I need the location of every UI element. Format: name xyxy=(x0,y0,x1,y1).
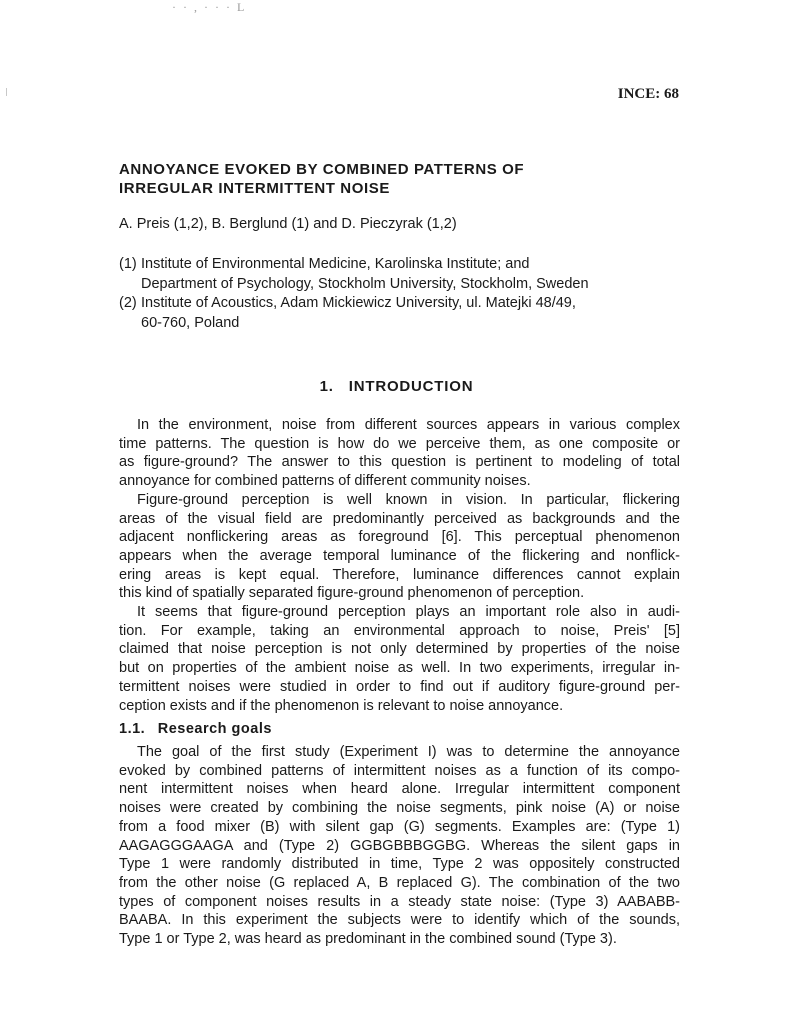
text-line: Type 1 or Type 2, was heard as predominant in the combined sound (Type 3). xyxy=(119,931,617,948)
text-line: this kind of spatially separated figure-ground phenomenon of perception. xyxy=(119,585,585,602)
subsection-heading xyxy=(119,721,272,737)
text-line: noises were created by combining the noise segments, pink noise (A) or noise xyxy=(119,800,680,817)
affiliation-item xyxy=(119,294,689,333)
text-line: claimed that noise perception is not only determined by properties of the noise xyxy=(119,641,680,658)
text-line: The goal of the first study (Experiment I) was to determine the annoyance xyxy=(137,744,680,760)
subsection-title: Research goals xyxy=(157,721,272,737)
introduction-body xyxy=(119,416,680,715)
paragraph xyxy=(119,491,680,603)
title-line: IRREGULAR INTERMITTENT NOISE xyxy=(119,180,390,197)
text-line: areas of the visual field are predominantly perceived as backgrounds and the xyxy=(119,510,680,527)
paragraph xyxy=(119,416,680,491)
text-line: Figure-ground perception is well known in vision. In particular, flickering xyxy=(137,491,680,508)
affiliation-line: Institute of Environmental Medicine, Karolinska Institute; and xyxy=(141,256,530,272)
section-number: 1. xyxy=(319,378,334,395)
text-line: from a food mixer (B) with silent gap (G) segments. Examples are: (Type 1) xyxy=(119,818,680,835)
affiliation-text xyxy=(141,255,589,294)
text-line: tion. For example, taking an environmental approach to noise, Preis' [5] xyxy=(119,622,680,639)
paragraph xyxy=(119,603,680,715)
text-line: nent intermittent noises when heard alone. Irregular intermittent component xyxy=(119,781,680,798)
text-line: ception exists and if the phenomenon is relevant to noise annoyance. xyxy=(119,697,564,714)
text-line: evoked by combined patterns of intermittent noises as a function of its compo- xyxy=(119,762,680,779)
text-line: appears when the average temporal luminance of the flickering and nonflick- xyxy=(119,547,680,564)
text-line: but on properties of the ambient noise as well. In two experiments, irregular in- xyxy=(119,660,680,677)
affiliation-line: 60-760, Poland xyxy=(141,314,240,331)
text-line: annoyance for combined patterns of different community noises. xyxy=(119,473,531,490)
text-line: as figure-ground? The answer to this question is pertinent to modeling of total xyxy=(119,454,680,471)
text-line: AAGAGGGAAGA and (Type 2) GGBGBBBGGBG. Whereas the silent gaps in xyxy=(119,837,680,854)
affiliations xyxy=(119,255,689,333)
affiliation-number: (1) xyxy=(119,256,137,272)
affiliation-number: (2) xyxy=(119,295,137,311)
section-heading xyxy=(0,378,793,395)
paper-title xyxy=(119,160,679,198)
paragraph xyxy=(119,743,680,949)
conference-reference: INCE: 68 xyxy=(617,86,679,102)
text-line: Type 1 were randomly distributed in time, Type 2 was oppositely constructed xyxy=(119,856,680,873)
subsection-number: 1.1. xyxy=(119,721,146,737)
title-line: ANNOYANCE EVOKED BY COMBINED PATTERNS OF xyxy=(119,161,525,178)
text-line: adjacent nonflickering areas as foreground [6]. This perceptual phenomenon xyxy=(119,529,680,546)
author-list: A. Preis (1,2), B. Berglund (1) and D. Pieczyrak (1,2) xyxy=(119,216,457,232)
scan-edge-mark xyxy=(6,88,7,96)
research-goals-body xyxy=(119,743,680,949)
text-line: BAABA. In this experiment the subjects were to identify which of the sounds, xyxy=(119,912,680,929)
text-line: from the other noise (G replaced A, B replaced G). The combination of the two xyxy=(119,874,680,891)
affiliation-line: Institute of Acoustics, Adam Mickiewicz University, ul. Matejki 48/49, xyxy=(141,295,576,311)
text-line: In the environment, noise from different sources appears in various complex xyxy=(137,417,680,433)
affiliation-line: Department of Psychology, Stockholm University, Stockholm, Sweden xyxy=(141,275,589,292)
affiliation-item xyxy=(119,255,689,294)
text-line: It seems that figure-ground perception plays an important role also in audi- xyxy=(137,604,680,621)
text-line: termittent noises were studied in order to find out if auditory figure-ground per- xyxy=(119,678,680,695)
scan-artifact-text: · · , · · · L xyxy=(172,0,247,14)
section-title: INTRODUCTION xyxy=(348,378,474,395)
affiliation-text xyxy=(141,294,576,333)
text-line: ering areas is kept equal. Therefore, luminance differences cannot explain xyxy=(119,566,680,583)
text-line: types of component noises results in a steady state noise: (Type 3) AABABB- xyxy=(119,893,680,910)
text-line: time patterns. The question is how do we perceive them, as one composite or xyxy=(119,435,680,452)
